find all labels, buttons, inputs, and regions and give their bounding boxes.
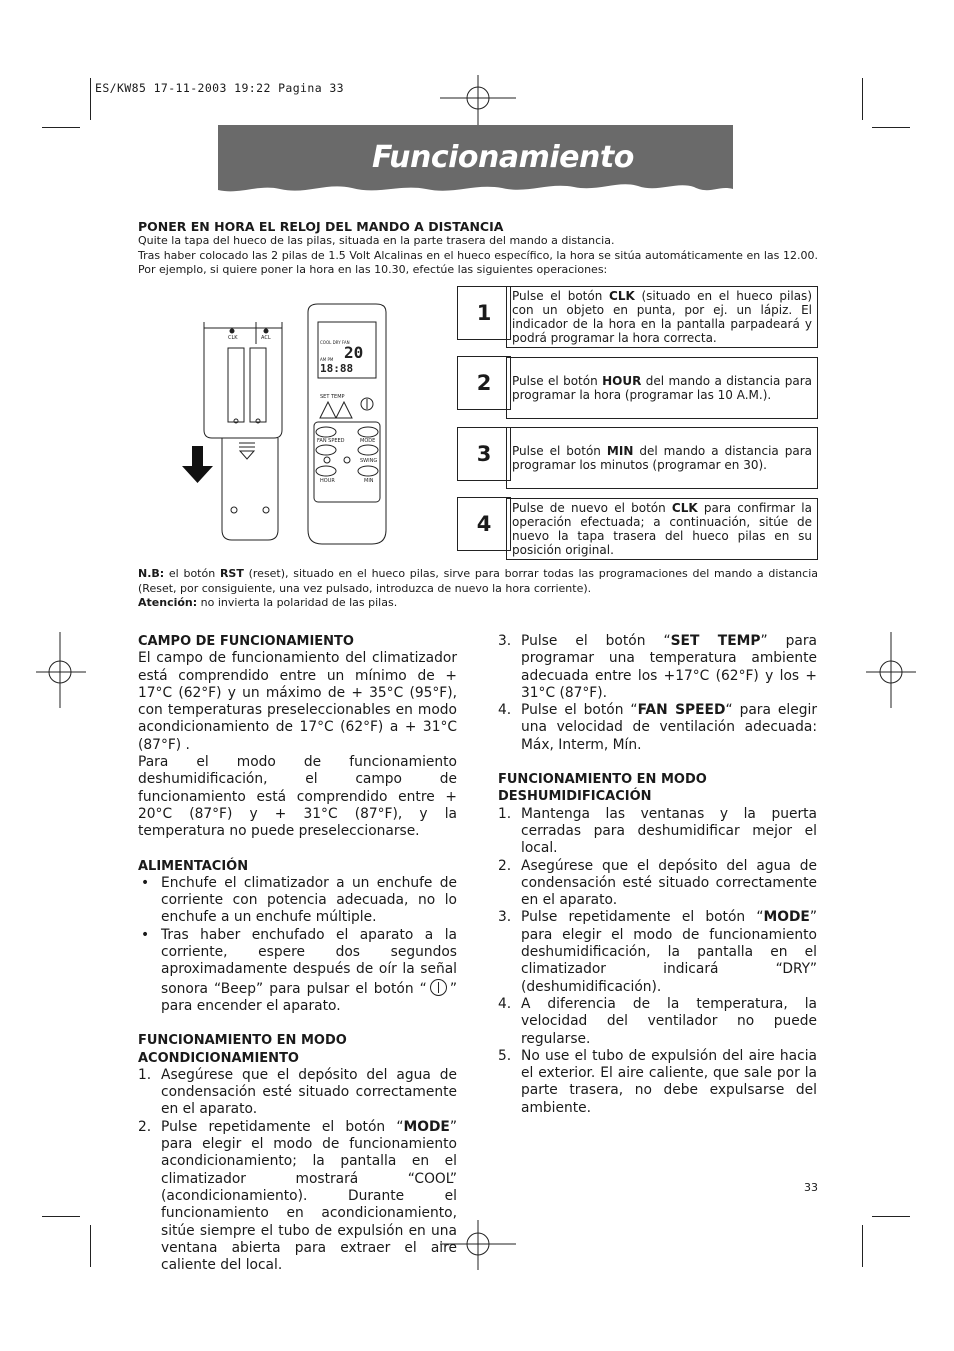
step-instruction xyxy=(506,286,818,348)
page-number: 33 xyxy=(804,1181,818,1194)
list-item: 2. Asegúrese que el depósito del agua de condensación esté situado correctamente en el aparato. xyxy=(498,857,817,909)
attention-label: Atención: xyxy=(138,596,198,609)
alimentacion-heading: ALIMENTACIÓN xyxy=(138,858,249,874)
list-item: 3. Pulse el botón “SET TEMP” para programar una temperatura ambiente adecuada entre los +17°C (62°F) y los + 31°C (87°F). xyxy=(498,633,817,701)
list-item: 4. Pulse el botón “FAN SPEED“ para elegir una velocidad de ventilación adecuada: Máx, Interm, Mín. xyxy=(498,702,817,753)
registration-mark-top xyxy=(440,75,516,125)
display-time: 18:88 xyxy=(320,362,354,375)
list-item: • Tras haber enchufado el aparato a la corriente, espere dos segundos aproximadamente después de oír la señal sonora “Beep” para pulsar el botón “ ” para encender el aparato. xyxy=(141,926,457,1014)
swing-label: SWING xyxy=(360,458,378,464)
clk-label: CLK xyxy=(228,335,238,341)
step-text: Pulse el botón xyxy=(512,444,607,458)
step-text: Pulse de nuevo el botón xyxy=(512,501,672,515)
list-item: 5. No use el tubo de expulsión del aire hacia el exterior. El aire caliente, que sale por la parte trasera, no debe expulsarse del ambiente. xyxy=(498,1047,817,1116)
step-instruction xyxy=(506,357,818,419)
remote-illustration xyxy=(178,298,398,568)
crop-mark xyxy=(862,1225,863,1267)
set-temp-label: SET TEMP xyxy=(320,394,345,400)
step-text: (situado en el hueco pilas) con un objeto en punta, por ej. un lápiz. El indicador de la hora en la pantalla parpadeará y podrá programar la hora correcta. xyxy=(512,289,812,345)
acl-label: ACL xyxy=(261,335,271,341)
step-text: del mando a distancia para programar los minutos (programar en 30). xyxy=(512,444,813,472)
display-temp: 20 xyxy=(344,343,364,362)
list-item: • Enchufe el climatizador a un enchufe de corriente con potencia adecuada, no lo enchufe a un enchufe múltiple. xyxy=(141,874,457,926)
print-info: ES/KW85 17-11-2003 19:22 Pagina 33 xyxy=(95,81,345,95)
crop-mark xyxy=(872,1216,910,1217)
step-button-name: HOUR xyxy=(602,374,642,388)
step-number: 2 xyxy=(457,356,511,410)
attention-text: no invierta la polaridad de las pilas. xyxy=(197,596,398,609)
crop-mark xyxy=(862,78,863,120)
step-instruction xyxy=(506,427,818,489)
mode-label: MODE xyxy=(360,438,376,444)
list-item: 2. Pulse repetidamente el botón “MODE” para elegir el modo de funcionamiento acondicionamiento; la pantalla en el climatizador mostrará “COOL” (acondicionamiento). Durante el funcionamiento en acondicionamiento, sitúe siempre el tubo de expulsión en una ventana abierta para extraer el aire caliente del local. xyxy=(138,1118,457,1274)
registration-mark-left xyxy=(36,632,86,708)
clock-heading: PONER EN HORA EL RELOJ DEL MANDO A DISTANCIA xyxy=(138,219,504,234)
step-text: del mando a distancia para programar la hora (programar las 10 A.M.). xyxy=(512,374,813,402)
clock-line-1: Quite la tapa del hueco de las pilas, situada en la parte trasera del mando a distancia. xyxy=(138,234,615,247)
step-button-name: MIN xyxy=(606,444,634,458)
campo-paragraph: Para el modo de funcionamiento deshumidificación, el campo de funcionamiento está comprendido entre + 20°C (87°F) y + 31°C (87°F), y la temperatura no puede preseleccionarse. xyxy=(138,754,457,840)
display-mode-labels: COOL DRY FAN xyxy=(320,340,350,345)
clock-line-2: Tras haber colocado las 2 pilas de 1.5 Volt Alcalinas en el hueco específico, la hora se sitúa automáticamente en las 12.00. Por ejemplo, si quiere poner la hora en las 10.30, efectúe las siguientes operaciones: xyxy=(138,248,818,276)
title-banner xyxy=(218,125,733,201)
nb-button-name: RST xyxy=(219,567,244,580)
campo-paragraph: El campo de funcionamiento del climatizador está comprendido entre un mínimo de + 17°C (62°F) y un máximo de + 35°C (95°F), con temperaturas preseleccionables en modo acondicionamiento de 17°C (62°F) a + 31°C (87°F) . xyxy=(138,650,457,753)
list-item: 3. Pulse repetidamente el botón “MODE” para elegir el modo de funcionamiento deshumidificación, la pantalla en el climatizador indicará “DRY” (deshumidificación). xyxy=(498,909,817,995)
step-button-name: CLK xyxy=(609,289,635,303)
hour-label: HOUR xyxy=(320,478,335,484)
nb-text: el botón xyxy=(164,567,220,580)
step-text: Pulse el botón xyxy=(512,289,610,303)
fan-speed-label: FAN SPEED xyxy=(317,438,345,444)
remote-back xyxy=(204,322,282,540)
down-arrow-icon xyxy=(182,446,213,483)
step-button-name: CLK xyxy=(671,501,698,515)
crop-mark xyxy=(90,1225,91,1267)
list-item: 1. Asegúrese que el depósito del agua de condensación esté situado correctamente en el aparato. xyxy=(138,1066,457,1118)
step-number: 4 xyxy=(457,497,511,551)
notes xyxy=(138,567,818,611)
nb-text: (reset), situado en el hueco pilas, sirve para borrar todas las programaciones del mando a distancia (Reset, por consiguiente, una vez pulsado, introduzca de nuevo la hora corriente). xyxy=(138,567,819,595)
crop-mark xyxy=(42,1216,80,1217)
step-number: 3 xyxy=(457,427,511,481)
clock-section xyxy=(138,219,818,278)
step-instruction xyxy=(506,498,818,560)
campo-heading: CAMPO DE FUNCIONAMIENTO xyxy=(138,634,354,649)
deshumidificacion-heading: FUNCIONAMIENTO EN MODO DESHUMIDIFICACIÓN xyxy=(498,772,707,805)
page-title: Funcionamiento xyxy=(372,140,634,175)
power-icon xyxy=(430,979,447,996)
list-item: 4. A diferencia de la temperatura, la velocidad del ventilador no puede regularse. xyxy=(498,995,817,1047)
display-am-pm: AM PM xyxy=(320,357,334,362)
right-column xyxy=(498,633,817,1117)
nb-label: N.B: xyxy=(138,567,165,580)
registration-mark-right xyxy=(866,632,916,708)
crop-mark xyxy=(872,127,910,128)
left-column xyxy=(138,633,457,1274)
crop-mark xyxy=(90,78,91,120)
min-label: MIN xyxy=(364,478,374,484)
crop-mark xyxy=(42,127,80,128)
step-text: Pulse el botón xyxy=(512,374,603,388)
step-text: para confirmar la operación efectuada; a continuación, sitúe de nuevo la tapa trasera del hueco pilas en su posición original. xyxy=(512,501,812,557)
acondicionamiento-heading: FUNCIONAMIENTO EN MODO ACONDICIONAMIENTO xyxy=(138,1033,347,1066)
step-number: 1 xyxy=(457,286,511,340)
list-item: 1. Mantenga las ventanas y la puerta cerradas para deshumidificar mejor el local. xyxy=(498,805,817,857)
